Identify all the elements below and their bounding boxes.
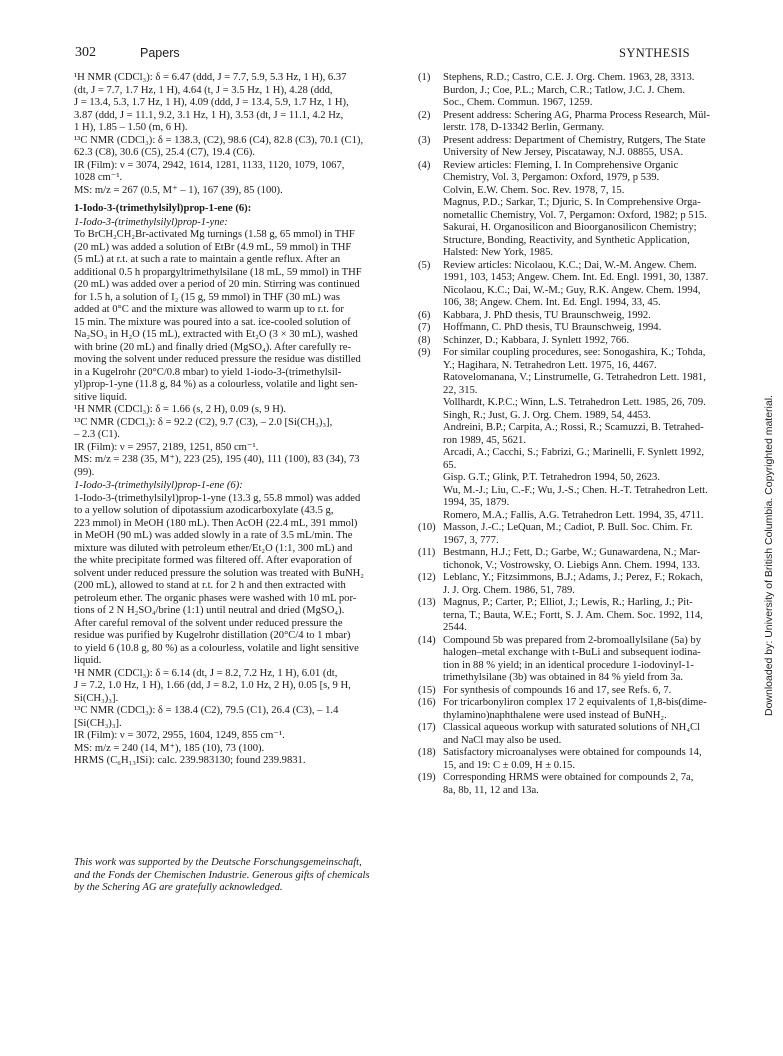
reference-item <box>418 135 738 160</box>
reference-line: 106, 38; Angew. Chem. Int. Ed. Engl. 1994, 33, 45. <box>443 297 661 308</box>
reference-text <box>443 697 738 722</box>
reference-number: (6) <box>418 309 431 321</box>
text-line: – 2.3 (C1). <box>74 429 120 440</box>
journal-name: SYNTHESIS <box>619 46 690 60</box>
reference-line: 8a, 8b, 11, 12 and 13a. <box>443 784 539 796</box>
reference-line: For similar coupling procedures, see: Sonogashira, K.; Tohda, <box>443 347 706 358</box>
text-line: for 1.5 h, a solution of I₂ (15 g, 59 mmol) in THF (30 mL) was <box>74 291 340 303</box>
text-line: ¹³C NMR (CDCl₃): δ = 92.2 (C2), 9.7 (C3), – 2.0 [Si(CH₃)₃], <box>74 416 333 428</box>
reference-number: (8) <box>418 334 431 346</box>
reference-line: Classical aqueous workup with saturated solutions of NH₄Cl <box>443 722 701 733</box>
page-number: 302 <box>75 45 96 60</box>
reference-line: Ratovelomanana, V.; Linstrumelle, G. Tetrahedron Lett. 1981, <box>443 372 706 383</box>
text-line: mixture was diluted with petroleum ether/Et₂O (1:1, 300 mL) and <box>74 542 353 554</box>
reference-line: thylamino)naphthalene were used instead of BuNH₂. <box>443 709 667 721</box>
reference-line: 1994, 35, 1879. <box>443 497 510 508</box>
text-line: in a Kugelrohr (20°C/0.8 mbar) to yield 1-iodo-3-(trimethylsil- <box>74 366 342 378</box>
reference-text <box>443 522 738 547</box>
reference-number: (1) <box>418 72 431 83</box>
reference-line: 65. <box>443 459 457 471</box>
reference-line: Compound 5b was prepared from 2-bromoallylsilane (5a) by <box>443 634 702 646</box>
reference-line: Burdon, J.; Coe, P.L.; March, C.R.; Tatlow, J.C. J. Chem. <box>443 84 686 96</box>
text-line: to yield 6 (10.8 g, 80 %) as a colourless, volatile and light sensitive <box>74 642 359 654</box>
text-line: petroleum ether. The organic phases were washed with 10 mL por- <box>74 592 357 604</box>
reference-line: 2544. <box>443 622 467 633</box>
text-line: in MeOH (90 mL) was added slowly in a rate of 3.5 mL/min. The <box>74 530 353 541</box>
reference-item <box>418 722 738 747</box>
text-line: (5 mL) at r.t. at such a rate to maintain a gentle reflux. After an <box>74 254 341 265</box>
reference-line: Schinzer, D.; Kabbara, J. Synlett 1992, 766. <box>443 334 630 346</box>
reference-line: Y.; Hagihara, N. Tetrahedron Lett. 1975, 16, 4467. <box>443 359 657 371</box>
reference-item <box>418 347 738 522</box>
text-line: 3.87 (ddd, J = 11.1, 9.2, 3.1 Hz, 1 H), 3.53 (dt, J = 11.1, 4.2 Hz, <box>74 109 344 121</box>
reference-line: Review articles: Fleming, I. In Comprehensive Organic <box>443 159 679 171</box>
reference-line: Gisp. G.T.; Glink, P.T. Tetrahedron 1994, 50, 2623. <box>443 472 660 483</box>
reference-line: Sakurai, H. Organosilicon and Bioorganosilicon Chemistry; <box>443 222 697 233</box>
text-line: tions of 2 N H₂SO₄/brine (1:1) until neutral and dried (MgSO₄). <box>74 605 345 616</box>
text-line: (99). <box>74 466 95 478</box>
reference-item <box>418 310 738 323</box>
download-notice: Downloaded by: University of British Columbia. Copyrighted material. <box>763 395 775 716</box>
text-line: IR (Film): ν = 2957, 2189, 1251, 850 cm⁻¹. <box>74 441 259 453</box>
reference-text <box>443 747 738 772</box>
reference-number: (11) <box>418 547 436 558</box>
reference-item <box>418 322 738 335</box>
text-line: J = 13.4, 5.3, 1.7 Hz, 1 H), 4.09 (ddd, J = 13.4, 5.9, 1.7 Hz, 1 H), <box>74 97 349 108</box>
reference-number: (7) <box>418 322 431 333</box>
text-line: J = 7.2, 1.0 Hz, 1 H), 1.66 (dd, J = 8.2, 1.0 Hz, 2 H), 0.05 [s, 9 H, <box>74 680 351 691</box>
text-line: 1-Iodo-3-(trimethylsilyl)prop-1-ene (6): <box>74 203 252 214</box>
reference-item <box>418 522 738 547</box>
text-line: ¹H NMR (CDCl₃): δ = 6.14 (dt, J = 8.2, 7.2 Hz, 1 H), 6.01 (dt, <box>74 667 338 679</box>
text-line: ¹H NMR (CDCl₃): δ = 1.66 (s, 2 H), 0.09 (s, 9 H). <box>74 404 287 415</box>
reference-text <box>443 547 738 572</box>
reference-line: Review articles: Nicolaou, K.C.; Dai, W.-M. Angew. Chem. <box>443 259 697 271</box>
reference-line: ron 1989, 45, 5621. <box>443 434 526 446</box>
text-line: After careful removal of the solvent under reduced pressure the <box>74 617 343 629</box>
acknowledgement-line: and the Fonds der Chemischen Industrie. Generous gifts of chemicals <box>74 869 370 881</box>
reference-number: (17) <box>418 722 436 733</box>
text-line: [Si(CH₃)₃]. <box>74 717 122 729</box>
text-line: 15 min. The mixture was poured into a sat. ice-cooled solution of <box>74 316 351 328</box>
text-line: 1028 cm⁻¹. <box>74 172 123 183</box>
reference-item <box>418 160 738 260</box>
reference-line: lerstr. 178, D-13342 Berlin, Germany. <box>443 122 605 133</box>
text-line: 1 H), 1.85 – 1.50 (m, 6 H). <box>74 122 188 133</box>
text-line: IR (Film): ν = 3074, 2942, 1614, 1281, 1133, 1120, 1079, 1067, <box>74 159 345 171</box>
reference-number: (19) <box>418 772 436 783</box>
reference-line: tion in 88 % yield; in an identical procedure 1-iodovinyl-1- <box>443 659 694 671</box>
text-line: residue was purified by Kugelrohr distillation (20°C/4 to 1 mbar) <box>74 630 351 641</box>
reference-line: Structure, Bonding, Reactivity, and Synthetic Application, <box>443 234 690 246</box>
reference-number: (4) <box>418 159 431 171</box>
acknowledgement-line: This work was supported by the Deutsche Forschungsgemeinschaft, <box>74 857 362 868</box>
reference-number: (2) <box>418 109 431 121</box>
text-line: 1-Iodo-3-(trimethylsilyl)prop-1-yne: <box>74 216 228 228</box>
reference-item <box>418 747 738 772</box>
reference-line: Magnus, P.D.; Sarkar, T.; Djuric, S. In Comprehensive Orga- <box>443 197 701 208</box>
reference-line: Andreini, B.P.; Carpita, A.; Rossi, R.; Scamuzzi, B. Tetrahed- <box>443 422 704 433</box>
reference-item <box>418 572 738 597</box>
text-line: yl)prop-1-yne (11.8 g, 84 %) as a colourless, volatile and light sen- <box>74 379 358 390</box>
reference-line: terna, T.; Bauta, W.E.; Fortt, S. J. Am. Chem. Soc. 1992, 114, <box>443 609 703 621</box>
reference-line: Chemistry, Vol. 3, Pergamon: Oxford, 1979, p 539. <box>443 172 660 183</box>
reference-line: Stephens, R.D.; Castro, C.E. J. Org. Chem. 1963, 28, 3313. <box>443 72 695 83</box>
reference-line: Corresponding HRMS were obtained for compounds 2, 7a, <box>443 772 694 783</box>
reference-line: 22, 315. <box>443 384 478 396</box>
text-line: added at 0°C and the mixture was allowed to warm up to r.t. for <box>74 304 344 315</box>
text-line: 1-Iodo-3-(trimethylsilyl)prop-1-yne (13.3 g, 55.8 mmol) was added <box>74 492 361 504</box>
reference-line: 1991, 103, 1453; Angew. Chem. Int. Ed. Engl. 1991, 30, 1387. <box>443 272 709 283</box>
reference-text <box>443 135 738 160</box>
text-line: ¹³C NMR (CDCl₃): δ = 138.3, (C2), 98.6 (C4), 82.8 (C3), 70.1 (C1), <box>74 134 364 146</box>
acknowledgement <box>74 857 381 895</box>
text-line: 62.3 (C8), 30.6 (C5), 25.4 (C7), 19.4 (C6). <box>74 147 255 158</box>
reference-line: Nicolaou, K.C.; Dai, W.-M.; Guy, R.K. Angew. Chem. 1994, <box>443 284 701 296</box>
text-line: sitive liquid. <box>74 391 127 403</box>
reference-line: University of New Jersey, Piscataway, N.J. 08855, USA. <box>443 147 684 158</box>
reference-line: Soc., Chem. Commun. 1967, 1259. <box>443 97 593 108</box>
reference-text <box>443 722 738 747</box>
reference-number: (12) <box>418 572 436 583</box>
reference-line: Present address: Schering AG, Pharma Process Research, Mül- <box>443 109 710 121</box>
reference-number: (15) <box>418 684 436 696</box>
text-line: ¹³C NMR (CDCl₃): δ = 138.4 (C2), 79.5 (C1), 26.4 (C3), – 1.4 <box>74 705 339 716</box>
reference-item <box>418 635 738 685</box>
reference-text <box>443 322 738 335</box>
text-line: To BrCH₂CH₂Br-activated Mg turnings (1.58 g, 65 mmol) in THF <box>74 229 355 240</box>
reference-text <box>443 772 738 797</box>
reference-number: (5) <box>418 259 431 271</box>
reference-line: Colvin, E.W. Chem. Soc. Rev. 1978, 7, 15. <box>443 184 625 196</box>
section-label: Papers <box>140 46 180 60</box>
reference-text <box>443 310 738 323</box>
text-line: (200 mL), allowed to stand at r.t. for 2 h and then extracted with <box>74 580 346 591</box>
text-line: 223 mmol) in MeOH (180 mL). Then AcOH (22.4 mL, 391 mmol) <box>74 517 358 529</box>
reference-line: Romero, M.A.; Fallis, A.G. Tetrahedron Lett. 1994, 35, 4711. <box>443 509 704 521</box>
reference-line: Present address: Department of Chemistry, Rutgers, The State <box>443 134 706 146</box>
text-line: moving the solvent under reduced pressure the residue was distilled <box>74 354 361 365</box>
text-line: IR (Film): ν = 3072, 2955, 1604, 1249, 855 cm⁻¹. <box>74 730 285 741</box>
text-line: ¹H NMR (CDCl₃): δ = 6.47 (ddd, J = 7.7, 5.9, 5.3 Hz, 1 H), 6.37 <box>74 72 347 83</box>
reference-line: Masson, J.-C.; LeQuan, M.; Cadiot, P. Bull. Soc. Chim. Fr. <box>443 522 693 533</box>
text-line: with brine (20 mL) and finally dried (MgSO₄). After carefully re- <box>74 341 351 353</box>
reference-text <box>443 110 738 135</box>
reference-item <box>418 72 738 110</box>
reference-number: (16) <box>418 697 436 708</box>
reference-number: (9) <box>418 347 431 358</box>
text-line: Si(CH₃)₃]. <box>74 692 119 704</box>
text-line: additional 0.5 h propargyltrimethylsilane (18 mL, 59 mmol) in THF <box>74 266 362 278</box>
reference-line: Bestmann, H.J.; Fett, D.; Garbe, W.; Gunawardena, N.; Mar- <box>443 547 701 558</box>
reference-line: halogen–metal exchange with t-BuLi and subsequent iodina- <box>443 647 701 658</box>
reference-line: 1967, 3, 777. <box>443 534 499 546</box>
reference-number: (10) <box>418 522 436 533</box>
text-line: MS: m/z = 267 (0.5, M⁺ – 1), 167 (39), 85 (100). <box>74 184 283 196</box>
reference-line: Wu, M.-J.; Liu, C.-F.; Wu, J.-S.; Chen. H.-T. Tetrahedron Lett. <box>443 484 708 496</box>
reference-line: Halsted: New York, 1985. <box>443 247 554 258</box>
text-line: MS: m/z = 240 (14, M⁺), 185 (10), 73 (100). <box>74 742 265 754</box>
reference-item <box>418 260 738 310</box>
text-line: MS: m/z = 238 (35, M⁺), 223 (25), 195 (40), 111 (100), 83 (34), 73 <box>74 454 360 465</box>
reference-line: For synthesis of compounds 16 and 17, see Refs. 6, 7. <box>443 684 672 696</box>
reference-line: Satisfactory microanalyses were obtained for compounds 14, <box>443 747 702 758</box>
reference-item <box>418 335 738 348</box>
reference-text <box>443 160 738 260</box>
reference-line: Hoffmann, C. PhD thesis, TU Braunschweig, 1994. <box>443 322 662 333</box>
reference-line: nometallic Chemistry, Vol. 7, Pergamon: Oxford, 1982; p 515. <box>443 209 707 221</box>
acknowledgement-line: by the Schering AG are gratefully acknowledged. <box>74 882 283 893</box>
reference-text <box>443 347 738 522</box>
reference-text <box>443 597 738 635</box>
reference-line: J. J. Org. Chem. 1986, 51, 789. <box>443 584 575 596</box>
reference-line: tichonok, V.; Vostrowsky, O. Liebigs Ann. Chem. 1994, 133. <box>443 559 700 571</box>
reference-number: (14) <box>418 634 436 646</box>
reference-item <box>418 697 738 722</box>
reference-text <box>443 635 738 685</box>
reference-text <box>443 685 738 698</box>
text-line: solvent under reduced pressure the solution was treated with BuNH₂ <box>74 567 364 579</box>
reference-line: Arcadi, A.; Cacchi, S.; Fabrizi, G.; Marinelli, F. Synlett 1992, <box>443 447 705 458</box>
reference-item <box>418 772 738 797</box>
text-line: (dt, J = 7.7, 1.7 Hz, 1 H), 4.64 (t, J = 3.5 Hz, 1 H), 4.28 (ddd, <box>74 84 333 96</box>
reference-number: (13) <box>418 597 436 608</box>
reference-text <box>443 335 738 348</box>
text-line: HRMS (C₆H₁₃ISi): calc. 239.983130; found 239.9831. <box>74 755 306 766</box>
references-column <box>418 72 738 797</box>
reference-line: and NaCl may also be used. <box>443 734 562 746</box>
reference-line: Magnus, P.; Carter, P.; Elliot, J.; Lewis, R.; Harling, J.; Pit- <box>443 597 693 608</box>
text-line: (20 mL) was added over a period of 20 min. Stirring was continued <box>74 279 360 290</box>
reference-line: trimethylsilane (3b) was obtained in 84 % yield from 3a. <box>443 672 684 683</box>
reference-number: (18) <box>418 747 436 758</box>
reference-item <box>418 597 738 635</box>
reference-line: Vollhardt, K.P.C.; Winn, L.S. Tetrahedron Lett. 1985, 26, 709. <box>443 397 706 408</box>
reference-item <box>418 685 738 698</box>
reference-item <box>418 547 738 572</box>
experimental-column <box>74 72 381 768</box>
reference-line: Leblanc, Y.; Fitzsimmons, B.J.; Adams, J.; Perez, F.; Rokach, <box>443 572 703 583</box>
reference-number: (3) <box>418 134 431 146</box>
reference-line: Kabbara, J. PhD thesis, TU Braunschweig, 1992. <box>443 309 651 321</box>
reference-item <box>418 110 738 135</box>
text-line: Na₂SO₃ in H₂O (15 mL), extracted with Et₂O (3 × 30 mL), washed <box>74 329 358 340</box>
reference-line: For tricarbonyliron complex 17 2 equivalents of 1,8-bis(dime- <box>443 697 707 708</box>
text-line: liquid. <box>74 655 102 666</box>
reference-text <box>443 72 738 110</box>
text-line: to a yellow solution of dipotassium azodicarboxylate (43.5 g, <box>74 505 334 516</box>
text-line: (20 mL) was added a solution of EtBr (4.9 mL, 59 mmol) in THF <box>74 241 352 253</box>
reference-line: Singh, R.; Just, G. J. Org. Chem. 1989, 54, 4453. <box>443 409 651 421</box>
reference-text <box>443 260 738 310</box>
text-line: the white precipitate formed was filtered off. After evaporation of <box>74 555 353 566</box>
text-line: 1-Iodo-3-(trimethylsilyl)prop-1-ene (6): <box>74 480 243 491</box>
reference-line: 15, and 19: C ± 0.09, H ± 0.15. <box>443 759 575 771</box>
reference-text <box>443 572 738 597</box>
